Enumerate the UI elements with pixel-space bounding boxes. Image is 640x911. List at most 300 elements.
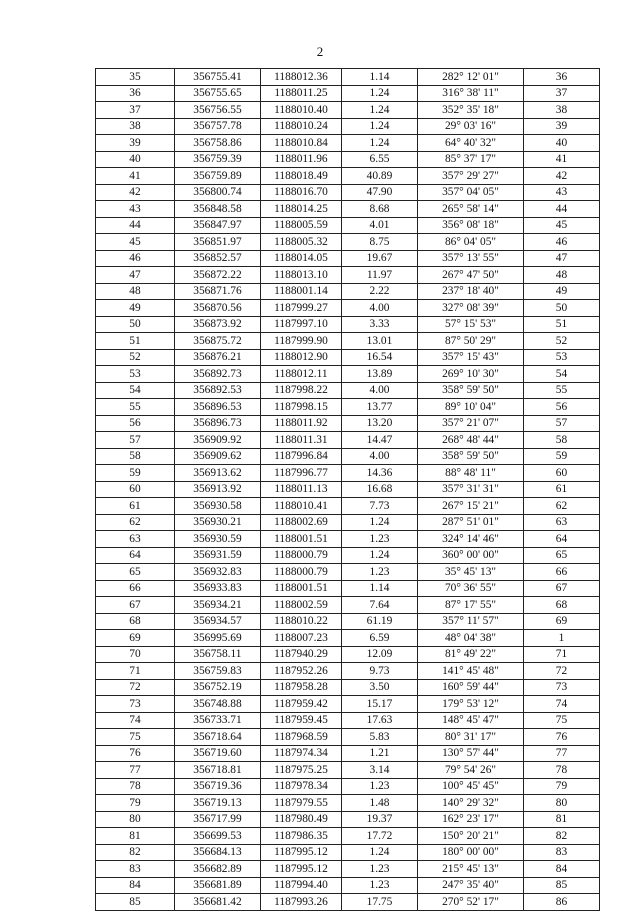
- point-number-cell: 48: [96, 283, 175, 300]
- point-number-cell: 64: [96, 547, 175, 564]
- next-point-number-cell: 53: [524, 349, 600, 366]
- y-coordinate-cell: 1187998.15: [261, 399, 342, 416]
- point-number-cell: 59: [96, 465, 175, 482]
- bearing-cell: 357° 15' 43": [418, 349, 524, 366]
- x-coordinate-cell: 356758.86: [175, 135, 261, 152]
- table-row: [96, 646, 600, 663]
- bearing-cell: 100° 45' 45": [418, 778, 524, 795]
- bearing-cell: 35° 45' 13": [418, 564, 524, 581]
- y-coordinate-cell: 1187968.59: [261, 729, 342, 746]
- bearing-cell: 357° 11' 57": [418, 613, 524, 630]
- table-body: [96, 69, 600, 911]
- table-row: [96, 729, 600, 746]
- x-coordinate-cell: 356800.74: [175, 184, 261, 201]
- bearing-cell: 287° 51' 01": [418, 514, 524, 531]
- point-number-cell: 50: [96, 316, 175, 333]
- y-coordinate-cell: 1187940.29: [261, 646, 342, 663]
- point-number-cell: 66: [96, 580, 175, 597]
- x-coordinate-cell: 356876.21: [175, 349, 261, 366]
- distance-cell: 4.00: [342, 448, 418, 465]
- bearing-cell: 140° 29' 32": [418, 795, 524, 812]
- y-coordinate-cell: 1188016.70: [261, 184, 342, 201]
- point-number-cell: 44: [96, 217, 175, 234]
- point-number-cell: 60: [96, 481, 175, 498]
- next-point-number-cell: 76: [524, 729, 600, 746]
- bearing-cell: 327° 08' 39": [418, 300, 524, 317]
- x-coordinate-cell: 356719.13: [175, 795, 261, 812]
- x-coordinate-cell: 356913.92: [175, 481, 261, 498]
- x-coordinate-cell: 356896.53: [175, 399, 261, 416]
- table-row: [96, 234, 600, 251]
- distance-cell: 1.24: [342, 514, 418, 531]
- point-number-cell: 36: [96, 85, 175, 102]
- y-coordinate-cell: 1188012.90: [261, 349, 342, 366]
- point-number-cell: 54: [96, 382, 175, 399]
- bearing-cell: 267° 15' 21": [418, 498, 524, 515]
- x-coordinate-cell: 356758.11: [175, 646, 261, 663]
- point-number-cell: 41: [96, 168, 175, 185]
- next-point-number-cell: 74: [524, 696, 600, 713]
- table-row: [96, 135, 600, 152]
- bearing-cell: 162° 23' 17": [418, 811, 524, 828]
- y-coordinate-cell: 1187995.12: [261, 861, 342, 878]
- bearing-cell: 356° 08' 18": [418, 217, 524, 234]
- table-row: [96, 201, 600, 218]
- y-coordinate-cell: 1188010.41: [261, 498, 342, 515]
- point-number-cell: 82: [96, 844, 175, 861]
- y-coordinate-cell: 1187995.12: [261, 844, 342, 861]
- table-row: [96, 894, 600, 911]
- y-coordinate-cell: 1188000.79: [261, 547, 342, 564]
- x-coordinate-cell: 356913.62: [175, 465, 261, 482]
- x-coordinate-cell: 356909.92: [175, 432, 261, 449]
- next-point-number-cell: 43: [524, 184, 600, 201]
- distance-cell: 40.89: [342, 168, 418, 185]
- bearing-cell: 357° 21' 07": [418, 415, 524, 432]
- distance-cell: 6.59: [342, 630, 418, 647]
- bearing-cell: 357° 04' 05": [418, 184, 524, 201]
- table-row: [96, 811, 600, 828]
- y-coordinate-cell: 1188002.59: [261, 597, 342, 614]
- next-point-number-cell: 86: [524, 894, 600, 911]
- point-number-cell: 46: [96, 250, 175, 267]
- next-point-number-cell: 79: [524, 778, 600, 795]
- point-number-cell: 43: [96, 201, 175, 218]
- distance-cell: 3.50: [342, 679, 418, 696]
- x-coordinate-cell: 356871.76: [175, 283, 261, 300]
- next-point-number-cell: 1: [524, 630, 600, 647]
- next-point-number-cell: 73: [524, 679, 600, 696]
- x-coordinate-cell: 356684.13: [175, 844, 261, 861]
- bearing-cell: 180° 00' 00": [418, 844, 524, 861]
- y-coordinate-cell: 1188011.96: [261, 151, 342, 168]
- x-coordinate-cell: 356852.57: [175, 250, 261, 267]
- table-row: [96, 580, 600, 597]
- x-coordinate-cell: 356931.59: [175, 547, 261, 564]
- next-point-number-cell: 39: [524, 118, 600, 135]
- next-point-number-cell: 61: [524, 481, 600, 498]
- table-row: [96, 795, 600, 812]
- bearing-cell: 282° 12' 01": [418, 69, 524, 86]
- x-coordinate-cell: 356681.42: [175, 894, 261, 911]
- next-point-number-cell: 67: [524, 580, 600, 597]
- y-coordinate-cell: 1188011.31: [261, 432, 342, 449]
- table-row: [96, 498, 600, 515]
- distance-cell: 1.24: [342, 102, 418, 119]
- point-number-cell: 42: [96, 184, 175, 201]
- y-coordinate-cell: 1188010.40: [261, 102, 342, 119]
- x-coordinate-cell: 356851.97: [175, 234, 261, 251]
- next-point-number-cell: 40: [524, 135, 600, 152]
- x-coordinate-cell: 356682.89: [175, 861, 261, 878]
- table-row: [96, 151, 600, 168]
- y-coordinate-cell: 1187958.28: [261, 679, 342, 696]
- distance-cell: 8.68: [342, 201, 418, 218]
- distance-cell: 47.90: [342, 184, 418, 201]
- distance-cell: 19.37: [342, 811, 418, 828]
- table-row: [96, 432, 600, 449]
- bearing-cell: 358° 59' 50": [418, 382, 524, 399]
- next-point-number-cell: 51: [524, 316, 600, 333]
- y-coordinate-cell: 1187959.45: [261, 712, 342, 729]
- bearing-cell: 237° 18' 40": [418, 283, 524, 300]
- point-number-cell: 61: [96, 498, 175, 515]
- distance-cell: 16.68: [342, 481, 418, 498]
- point-number-cell: 57: [96, 432, 175, 449]
- distance-cell: 15.17: [342, 696, 418, 713]
- bearing-cell: 70° 36' 55": [418, 580, 524, 597]
- bearing-cell: 324° 14' 46": [418, 531, 524, 548]
- next-point-number-cell: 72: [524, 663, 600, 680]
- y-coordinate-cell: 1187994.40: [261, 877, 342, 894]
- bearing-cell: 87° 17' 55": [418, 597, 524, 614]
- point-number-cell: 52: [96, 349, 175, 366]
- x-coordinate-cell: 356699.53: [175, 828, 261, 845]
- distance-cell: 6.55: [342, 151, 418, 168]
- point-number-cell: 77: [96, 762, 175, 779]
- point-number-cell: 70: [96, 646, 175, 663]
- point-number-cell: 49: [96, 300, 175, 317]
- y-coordinate-cell: 1188002.69: [261, 514, 342, 531]
- y-coordinate-cell: 1187999.27: [261, 300, 342, 317]
- y-coordinate-cell: 1187998.22: [261, 382, 342, 399]
- point-number-cell: 51: [96, 333, 175, 350]
- next-point-number-cell: 48: [524, 267, 600, 284]
- distance-cell: 61.19: [342, 613, 418, 630]
- next-point-number-cell: 62: [524, 498, 600, 515]
- y-coordinate-cell: 1188011.92: [261, 415, 342, 432]
- bearing-cell: 86° 04' 05": [418, 234, 524, 251]
- point-number-cell: 39: [96, 135, 175, 152]
- distance-cell: 1.24: [342, 85, 418, 102]
- distance-cell: 3.33: [342, 316, 418, 333]
- distance-cell: 1.24: [342, 547, 418, 564]
- next-point-number-cell: 71: [524, 646, 600, 663]
- y-coordinate-cell: 1187952.26: [261, 663, 342, 680]
- y-coordinate-cell: 1188010.84: [261, 135, 342, 152]
- y-coordinate-cell: 1187986.35: [261, 828, 342, 845]
- point-number-cell: 80: [96, 811, 175, 828]
- table-row: [96, 283, 600, 300]
- y-coordinate-cell: 1187996.84: [261, 448, 342, 465]
- next-point-number-cell: 65: [524, 547, 600, 564]
- bearing-cell: 141° 45' 48": [418, 663, 524, 680]
- x-coordinate-cell: 356748.88: [175, 696, 261, 713]
- y-coordinate-cell: 1187975.25: [261, 762, 342, 779]
- table-row: [96, 465, 600, 482]
- x-coordinate-cell: 356717.99: [175, 811, 261, 828]
- next-point-number-cell: 46: [524, 234, 600, 251]
- bearing-cell: 48° 04' 38": [418, 630, 524, 647]
- distance-cell: 12.09: [342, 646, 418, 663]
- y-coordinate-cell: 1188014.05: [261, 250, 342, 267]
- point-number-cell: 53: [96, 366, 175, 383]
- distance-cell: 17.72: [342, 828, 418, 845]
- point-number-cell: 76: [96, 745, 175, 762]
- distance-cell: 13.01: [342, 333, 418, 350]
- next-point-number-cell: 80: [524, 795, 600, 812]
- bearing-cell: 57° 15' 53": [418, 316, 524, 333]
- table-row: [96, 531, 600, 548]
- y-coordinate-cell: 1187980.49: [261, 811, 342, 828]
- next-point-number-cell: 81: [524, 811, 600, 828]
- point-number-cell: 71: [96, 663, 175, 680]
- x-coordinate-cell: 356755.65: [175, 85, 261, 102]
- distance-cell: 2.22: [342, 283, 418, 300]
- table-row: [96, 382, 600, 399]
- x-coordinate-cell: 356756.55: [175, 102, 261, 119]
- x-coordinate-cell: 356875.72: [175, 333, 261, 350]
- bearing-cell: 357° 31' 31": [418, 481, 524, 498]
- distance-cell: 7.73: [342, 498, 418, 515]
- next-point-number-cell: 60: [524, 465, 600, 482]
- y-coordinate-cell: 1187997.10: [261, 316, 342, 333]
- next-point-number-cell: 84: [524, 861, 600, 878]
- point-number-cell: 73: [96, 696, 175, 713]
- distance-cell: 1.23: [342, 877, 418, 894]
- table-row: [96, 399, 600, 416]
- point-number-cell: 74: [96, 712, 175, 729]
- table-row: [96, 877, 600, 894]
- next-point-number-cell: 75: [524, 712, 600, 729]
- next-point-number-cell: 83: [524, 844, 600, 861]
- point-number-cell: 84: [96, 877, 175, 894]
- bearing-cell: 215° 45' 13": [418, 861, 524, 878]
- bearing-cell: 352° 35' 18": [418, 102, 524, 119]
- point-number-cell: 62: [96, 514, 175, 531]
- y-coordinate-cell: 1187999.90: [261, 333, 342, 350]
- next-point-number-cell: 68: [524, 597, 600, 614]
- distance-cell: 11.97: [342, 267, 418, 284]
- distance-cell: 7.64: [342, 597, 418, 614]
- x-coordinate-cell: 356932.83: [175, 564, 261, 581]
- page-number: 2: [316, 44, 324, 59]
- bearing-cell: 360° 00' 00": [418, 547, 524, 564]
- table-row: [96, 778, 600, 795]
- point-number-cell: 63: [96, 531, 175, 548]
- table-row: [96, 762, 600, 779]
- table-row: [96, 85, 600, 102]
- table-row: [96, 69, 600, 86]
- x-coordinate-cell: 356892.53: [175, 382, 261, 399]
- x-coordinate-cell: 356892.73: [175, 366, 261, 383]
- bearing-cell: 85° 37' 17": [418, 151, 524, 168]
- table-row: [96, 861, 600, 878]
- y-coordinate-cell: 1187974.34: [261, 745, 342, 762]
- point-number-cell: 37: [96, 102, 175, 119]
- bearing-cell: 87° 50' 29": [418, 333, 524, 350]
- table-row: [96, 250, 600, 267]
- y-coordinate-cell: 1188014.25: [261, 201, 342, 218]
- point-number-cell: 40: [96, 151, 175, 168]
- distance-cell: 5.83: [342, 729, 418, 746]
- distance-cell: 1.24: [342, 118, 418, 135]
- point-number-cell: 47: [96, 267, 175, 284]
- point-number-cell: 58: [96, 448, 175, 465]
- y-coordinate-cell: 1188001.51: [261, 531, 342, 548]
- bearing-cell: 267° 47' 50": [418, 267, 524, 284]
- y-coordinate-cell: 1188013.10: [261, 267, 342, 284]
- bearing-cell: 270° 52' 17": [418, 894, 524, 911]
- table-row: [96, 118, 600, 135]
- x-coordinate-cell: 356930.58: [175, 498, 261, 515]
- table-row: [96, 300, 600, 317]
- bearing-cell: 130° 57' 44": [418, 745, 524, 762]
- y-coordinate-cell: 1187996.77: [261, 465, 342, 482]
- distance-cell: 17.75: [342, 894, 418, 911]
- table-row: [96, 217, 600, 234]
- distance-cell: 8.75: [342, 234, 418, 251]
- table-row: [96, 547, 600, 564]
- point-number-cell: 56: [96, 415, 175, 432]
- point-number-cell: 67: [96, 597, 175, 614]
- y-coordinate-cell: 1188001.14: [261, 283, 342, 300]
- y-coordinate-cell: 1188005.32: [261, 234, 342, 251]
- next-point-number-cell: 49: [524, 283, 600, 300]
- next-point-number-cell: 36: [524, 69, 600, 86]
- distance-cell: 16.54: [342, 349, 418, 366]
- point-number-cell: 75: [96, 729, 175, 746]
- next-point-number-cell: 85: [524, 877, 600, 894]
- next-point-number-cell: 66: [524, 564, 600, 581]
- distance-cell: 9.73: [342, 663, 418, 680]
- y-coordinate-cell: 1187979.55: [261, 795, 342, 812]
- bearing-cell: 358° 59' 50": [418, 448, 524, 465]
- distance-cell: 4.01: [342, 217, 418, 234]
- bearing-cell: 64° 40' 32": [418, 135, 524, 152]
- x-coordinate-cell: 356719.60: [175, 745, 261, 762]
- table-row: [96, 184, 600, 201]
- bearing-cell: 269° 10' 30": [418, 366, 524, 383]
- bearing-cell: 150° 20' 21": [418, 828, 524, 845]
- table-row: [96, 564, 600, 581]
- y-coordinate-cell: 1188012.11: [261, 366, 342, 383]
- bearing-cell: 89° 10' 04": [418, 399, 524, 416]
- x-coordinate-cell: 356870.56: [175, 300, 261, 317]
- x-coordinate-cell: 356872.22: [175, 267, 261, 284]
- x-coordinate-cell: 356733.71: [175, 712, 261, 729]
- point-number-cell: 65: [96, 564, 175, 581]
- point-number-cell: 38: [96, 118, 175, 135]
- next-point-number-cell: 57: [524, 415, 600, 432]
- next-point-number-cell: 58: [524, 432, 600, 449]
- bearing-cell: 357° 13' 55": [418, 250, 524, 267]
- bearing-cell: 88° 48' 11": [418, 465, 524, 482]
- distance-cell: 1.48: [342, 795, 418, 812]
- y-coordinate-cell: 1188000.79: [261, 564, 342, 581]
- distance-cell: 1.23: [342, 861, 418, 878]
- distance-cell: 1.23: [342, 531, 418, 548]
- table-row: [96, 168, 600, 185]
- x-coordinate-cell: 356933.83: [175, 580, 261, 597]
- table-row: [96, 663, 600, 680]
- x-coordinate-cell: 356934.57: [175, 613, 261, 630]
- table-row: [96, 613, 600, 630]
- table-row: [96, 366, 600, 383]
- next-point-number-cell: 82: [524, 828, 600, 845]
- next-point-number-cell: 50: [524, 300, 600, 317]
- next-point-number-cell: 47: [524, 250, 600, 267]
- y-coordinate-cell: 1188012.36: [261, 69, 342, 86]
- next-point-number-cell: 77: [524, 745, 600, 762]
- table-row: [96, 712, 600, 729]
- y-coordinate-cell: 1188005.59: [261, 217, 342, 234]
- x-coordinate-cell: 356757.78: [175, 118, 261, 135]
- table-row: [96, 828, 600, 845]
- bearing-cell: 79° 54' 26": [418, 762, 524, 779]
- point-number-cell: 45: [96, 234, 175, 251]
- table-row: [96, 514, 600, 531]
- y-coordinate-cell: 1187978.34: [261, 778, 342, 795]
- distance-cell: 3.14: [342, 762, 418, 779]
- x-coordinate-cell: 356896.73: [175, 415, 261, 432]
- bearing-cell: 160° 59' 44": [418, 679, 524, 696]
- distance-cell: 19.67: [342, 250, 418, 267]
- bearing-cell: 316° 38' 11": [418, 85, 524, 102]
- coordinates-table: [95, 68, 600, 911]
- table-row: [96, 745, 600, 762]
- y-coordinate-cell: 1188001.51: [261, 580, 342, 597]
- table-row: [96, 679, 600, 696]
- distance-cell: 1.21: [342, 745, 418, 762]
- table-row: [96, 349, 600, 366]
- next-point-number-cell: 42: [524, 168, 600, 185]
- distance-cell: 13.77: [342, 399, 418, 416]
- y-coordinate-cell: 1188011.13: [261, 481, 342, 498]
- point-number-cell: 81: [96, 828, 175, 845]
- bearing-cell: 80° 31' 17": [418, 729, 524, 746]
- table-row: [96, 267, 600, 284]
- next-point-number-cell: 78: [524, 762, 600, 779]
- x-coordinate-cell: 356995.69: [175, 630, 261, 647]
- table-row: [96, 102, 600, 119]
- distance-cell: 1.14: [342, 580, 418, 597]
- point-number-cell: 83: [96, 861, 175, 878]
- distance-cell: 1.24: [342, 844, 418, 861]
- next-point-number-cell: 45: [524, 217, 600, 234]
- bearing-cell: 268° 48' 44": [418, 432, 524, 449]
- y-coordinate-cell: 1188010.24: [261, 118, 342, 135]
- x-coordinate-cell: 356873.92: [175, 316, 261, 333]
- x-coordinate-cell: 356759.89: [175, 168, 261, 185]
- table-row: [96, 844, 600, 861]
- distance-cell: 14.36: [342, 465, 418, 482]
- next-point-number-cell: 38: [524, 102, 600, 119]
- distance-cell: 1.23: [342, 778, 418, 795]
- next-point-number-cell: 41: [524, 151, 600, 168]
- table-row: [96, 316, 600, 333]
- bearing-cell: 179° 53' 12": [418, 696, 524, 713]
